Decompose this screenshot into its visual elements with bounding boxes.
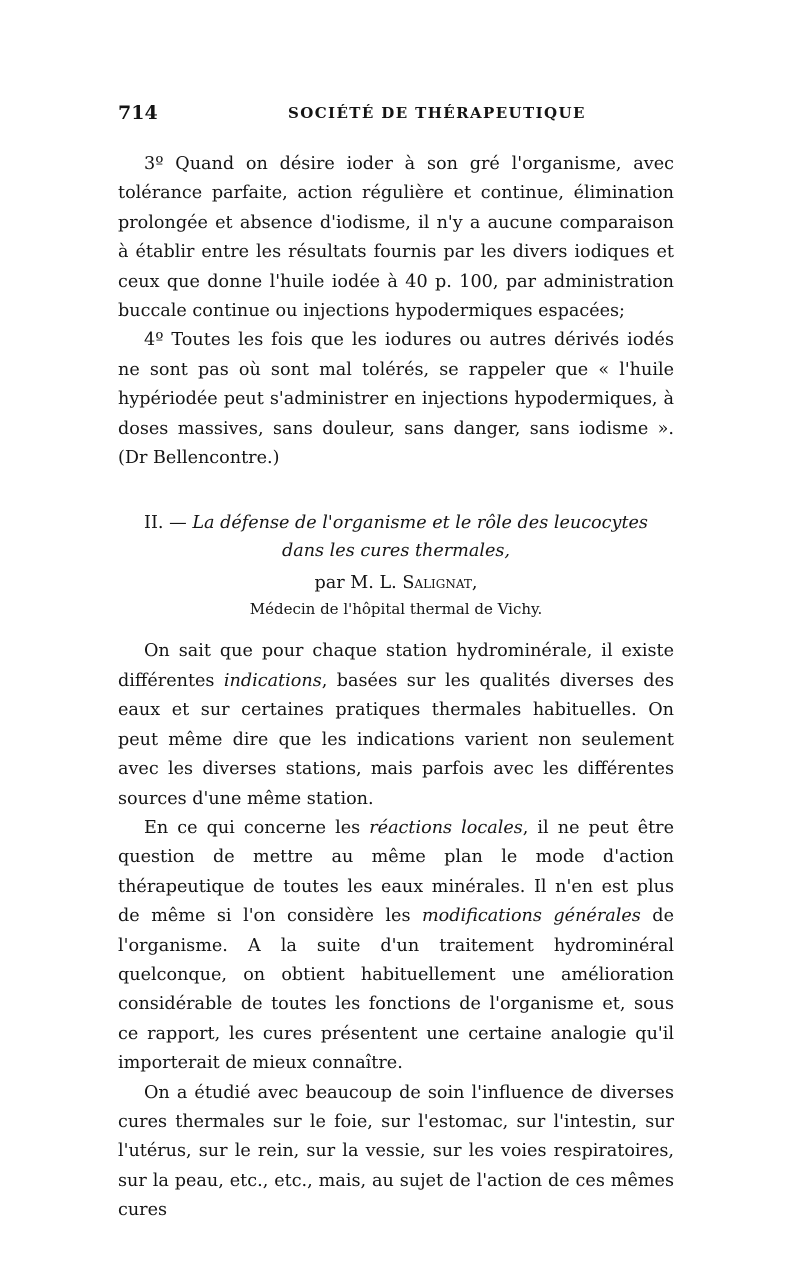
section-subtitle: dans les cures thermales,: [281, 541, 511, 562]
paragraph-effects: [118, 814, 674, 1079]
author-prefix: par M. L.: [314, 573, 397, 594]
paragraph-effects-em2: modifications générales: [422, 906, 641, 927]
paragraph-effects-a: En ce qui concerne les: [144, 817, 370, 838]
paragraph-intro-em: indications: [223, 670, 322, 691]
author-name: Salignat,: [402, 573, 478, 594]
paragraph-intro-a: On sait que pour chaque station hydrominérale, il existe différentes: [118, 641, 674, 691]
author-affiliation: Médecin de l'hôpital thermal de Vichy.: [249, 600, 543, 619]
paragraph-effects-em1: réactions locales: [369, 817, 523, 838]
paragraph-intro: [118, 637, 674, 813]
paragraph-3: 3º Quand on désire ioder à son gré l'organisme, avec tolérance parfaite, action régulière et continue, élimination prolongée et absence d'iodisme, il n'y a aucune comparaison à établir entre les résultats fournis par les divers iodiques et ceux que donne l'huile iodée à 40 p. 100, par administration buccale continue ou injections hypodermiques espacées;: [118, 154, 674, 322]
page-header: [118, 102, 678, 132]
page-body: [118, 150, 674, 1226]
author-line: [118, 569, 674, 597]
paragraph-effects-c: de l'organisme. A la suite d'un traitement hydrominéral quelconque, on obtient habituellement une amélioration considérable de toutes les fonctions de l'organisme et, sous ce rapport, les cures présentent une certaine analogie qu'il importerait de mieux connaître.: [118, 906, 674, 1074]
section-title-text: La défense de l'organisme et le rôle des leucocytes: [192, 513, 648, 534]
paragraph-effects-b: , il ne peut être question de mettre au même plan le mode d'action thérapeutique de toutes les eaux minérales. Il n'en est plus de même si l'on considère les: [118, 817, 674, 927]
paragraph-studies: On a étudié avec beaucoup de soin l'influence de diverses cures thermales sur le foie, sur l'estomac, sur l'intestin, sur l'utérus, sur le rein, sur la vessie, sur les voies respiratoires, sur la peau, etc., etc., mais, au sujet de l'action de ces mêmes cures: [118, 1082, 674, 1221]
section-number: II. —: [144, 513, 187, 534]
paragraph-intro-b: , basées sur les qualités diverses des eaux et sur certaines pratiques thermales habituelles. On peut même dire que les indications varient non seulement avec les diverses stations, mais parfois avec les différentes sources d'une même station.: [118, 670, 674, 809]
running-head: SOCIÉTÉ DE THÉRAPEUTIQUE: [288, 104, 586, 122]
section-title: [118, 509, 674, 537]
paragraph-4: 4º Toutes les fois que les iodures ou autres dérivés iodés ne sont pas où sont mal tolérés, se rappeler que « l'huile hypériodée peut s'administrer en injections hypodermiques, à doses massives, sans douleur, sans danger, sans iodisme ». (Dr Bellencontre.): [118, 330, 674, 469]
page-number: 714: [118, 102, 158, 124]
